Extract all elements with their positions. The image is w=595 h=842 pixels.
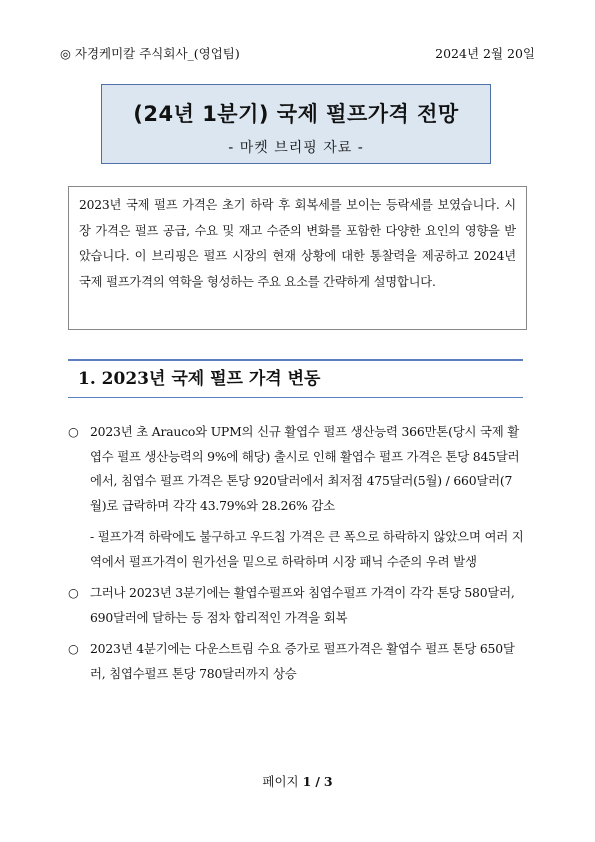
summary-text: 2023년 국제 펄프 가격은 초기 하락 후 회복세를 보이는 등락세를 보였습니다. 시장 가격은 펄프 공급, 수요 및 재고 수준의 변화를 포함한 다양한 요인의 영향을 받았습니다. 이 브리핑은 펄프 시장의 현재 상황에 대한 통찰력을 제공하고 2024년 국제 펄프가격의 역학을 형성하는 주요 요소를 간략하게 설명합니다.	[79, 198, 516, 289]
section-divider-top	[68, 359, 523, 361]
bullet-mark: ○	[68, 585, 79, 600]
summary-box	[68, 186, 527, 330]
bullet-item	[68, 420, 528, 518]
document-date: 2024년 2월 20일	[435, 46, 535, 61]
section-content	[68, 420, 528, 693]
bullet-text: 그러나 2023년 3분기에는 활엽수펄프와 침엽수펄프 가격이 각각 톤당 580달러, 690달러에 달하는 등 점차 합리적인 가격을 회복	[90, 585, 515, 625]
page-separator: /	[315, 774, 320, 789]
document-subtitle: - 마켓 브리핑 자료 -	[228, 140, 364, 156]
sub-item	[68, 525, 528, 574]
document-title: (24년 1분기) 국제 펄프가격 전망	[133, 102, 459, 126]
title-box	[101, 84, 491, 164]
page-label: 페이지	[262, 774, 299, 789]
sub-item-text: - 펄프가격 하락에도 불구하고 우드칩 가격은 큰 폭으로 하락하지 않았으며 여러 지역에서 펄프가격이 원가선을 밑으로 하락하며 시장 패닉 수준의 우려 발생	[90, 529, 524, 569]
bullet-text: 2023년 4분기에는 다운스트림 수요 증가로 펄프가격은 활엽수 펄프 톤당 650달러, 침엽수펄프 톤당 780달러까지 상승	[90, 641, 515, 681]
bullet-item	[68, 637, 528, 686]
bullet-item	[68, 581, 528, 630]
page-footer	[0, 772, 595, 790]
page-total: 3	[323, 774, 333, 789]
bullet-mark: ○	[68, 424, 79, 439]
bullet-text: 2023년 초 Arauco와 UPM의 신규 활엽수 펄프 생산능력 366만톤(당시 국제 활엽수 펄프 생산능력의 9%에 해당) 출시로 인해 활엽수 펄프 가격은 톤당 845달러에서, 침엽수 펄프 가격은 톤당 920달러에서 최저점 475달러(5월) / 660달러(7월)로 급락하며 각각 43.79%와 28.26% 감소	[90, 424, 520, 513]
company-name: ◎ 자경케미칼 주식회사_(영업팀)	[60, 46, 240, 61]
section-divider-bottom	[68, 397, 523, 398]
page-current: 1	[302, 774, 312, 789]
bullet-mark: ○	[68, 641, 79, 656]
section-title: 1. 2023년 국제 펄프 가격 변동	[78, 369, 321, 389]
